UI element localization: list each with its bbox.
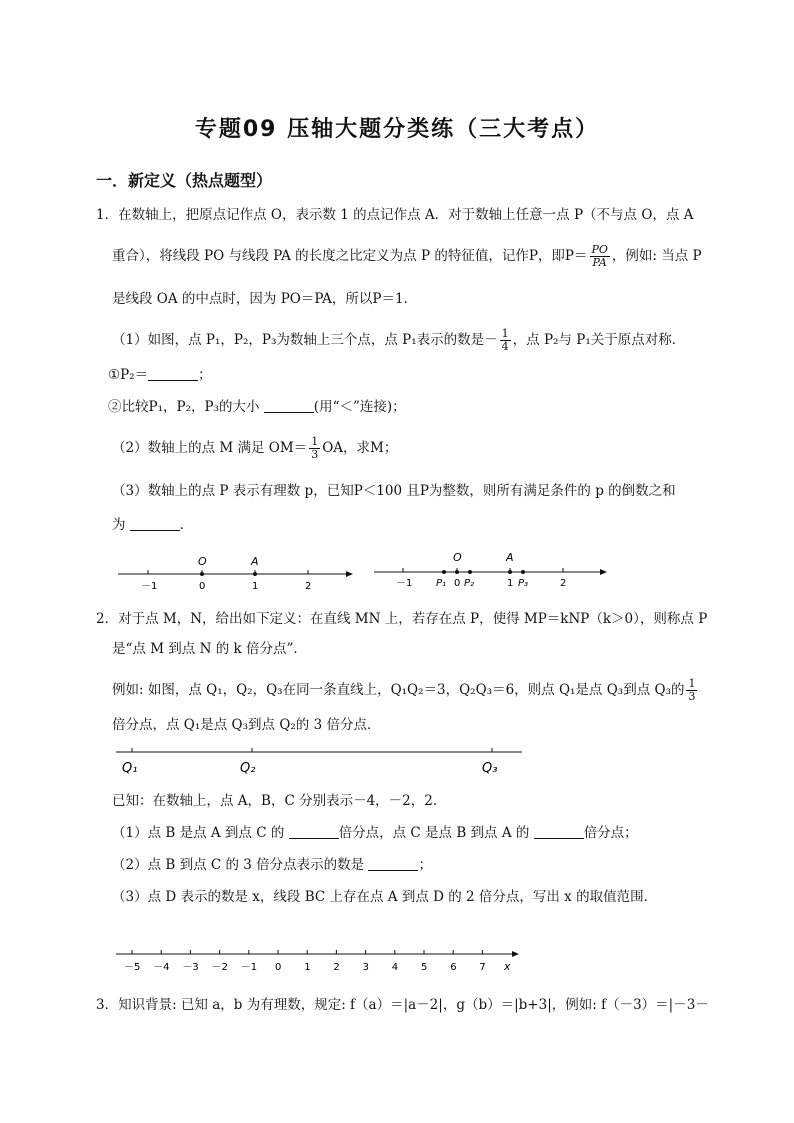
- q2-segment-figure: [112, 744, 532, 778]
- axis-tick-label: 5: [421, 962, 428, 973]
- q1-line-2-text: 重合），将线段 PO 与线段 PA 的长度之比定义为点 P 的特征值，记作P，即P＝: [112, 248, 588, 264]
- axis2-tick: 1: [507, 578, 514, 589]
- axis2-point-p2: P₂: [464, 578, 475, 589]
- axis-tick-label: 1: [304, 962, 311, 973]
- answer-blank[interactable]: [148, 366, 198, 381]
- page-title: 专题09 压轴大题分类练（三大考点）: [194, 117, 600, 142]
- q2-part-3: （3）点 D 表示的数是 x，线段 BC 上存在点 A 到点 D 的 2 倍分点，写出 x 的取值范围．: [112, 889, 658, 905]
- q3-line-1: 3．知识背景: 已知 a，b 为有理数，规定: f（a）＝|a－2|，g（b）＝|b+3|，例如: f（－3）＝|－3－: [96, 997, 709, 1013]
- q-point-label: Q₁: [122, 761, 138, 776]
- axis-tick-label: 3: [362, 962, 369, 973]
- axis1-tick: －1: [141, 581, 158, 592]
- axis-tick-label: －4: [153, 962, 170, 973]
- q2-line-4: 倍分点，点 Q₁是点 Q₃到点 Q₂的 3 倍分点．: [112, 717, 381, 733]
- axis1-label-o: O: [198, 555, 207, 568]
- q2-part-1: （1）点 B 是点 A 到点 C 的 倍分点，点 C 是点 B 到点 A 的 倍分点；: [112, 825, 638, 841]
- q2-fraction-1-3: $\frac{1}{3}$: [688, 677, 696, 703]
- q1-part-3: （3）数轴上的点 P 表示有理数 p，已知P＜100 且P为整数，则所有满足条件的 p 的倒数之和: [112, 483, 676, 499]
- axis2-label-a: A: [506, 551, 514, 564]
- q1-fraction-po-pa: $\frac{PO}{PA}$: [591, 243, 608, 269]
- q1-line-3: 是线段 OA 的中点时，因为 PO＝PA，所以P＝1．: [112, 291, 418, 307]
- axis1-label-a: A: [251, 555, 259, 568]
- answer-blank[interactable]: [534, 824, 584, 839]
- q1-line-1: 1．在数轴上，把原点记作点 O，表示数 1 的点记作点 A．对于数轴上任意一点 P（不与点 O，点 A: [96, 207, 694, 223]
- q1-fraction-1-4: $\frac{1}{4}$: [501, 327, 509, 353]
- q2-line-2: 是“点 M 到点 N 的 k 倍分点”．: [112, 641, 307, 657]
- axis-tick-label: 2: [333, 962, 340, 973]
- q2-number-line: [112, 946, 532, 980]
- q1-number-lines: [110, 548, 610, 594]
- axis-tick-label: 6: [450, 962, 457, 973]
- section-heading: 一．新定义（热点题型）: [96, 171, 273, 190]
- axis2-tick: 0: [454, 578, 461, 589]
- q-point-label: Q₂: [240, 761, 256, 776]
- q1-part-1-ii: ②比较P₁，P₂，P₃的大小 (用“＜”连接)；: [108, 399, 406, 415]
- q1-line-2-end: ，例如: 当点 P: [611, 248, 702, 264]
- q1-part-2: （2）数轴上的点 M 满足 OM＝ $\frac{1}{3}$ OA，求M；: [112, 435, 398, 461]
- axis2-tick: 2: [560, 578, 567, 589]
- answer-blank[interactable]: [130, 516, 180, 531]
- axis2-label-o: O: [453, 551, 462, 564]
- answer-blank[interactable]: [264, 398, 314, 413]
- q1-part-3-end: 为 ．: [112, 517, 194, 533]
- axis2-tick: －1: [396, 578, 413, 589]
- answer-blank[interactable]: [289, 824, 339, 839]
- axis-tick-label: 0: [275, 962, 282, 973]
- axis-variable: x: [504, 960, 511, 973]
- q2-part-2: （2）点 B 到点 C 的 3 倍分点表示的数是 ；: [112, 857, 432, 873]
- q1-fraction-1-3: $\frac{1}{3}$: [311, 435, 319, 461]
- q1-part-1: （1）如图，点 P₁，P₂，P₃为数轴上三个点，点 P₁表示的数是－ $\frac{1}{4}$ ，点 P₂与 P₁关于原点对称．: [112, 327, 686, 353]
- axis-tick-label: 7: [479, 962, 486, 973]
- q1-part-1-i: ①P₂＝ ；: [108, 367, 212, 383]
- q1-line-2: [112, 244, 702, 269]
- axis1-tick: 2: [305, 581, 312, 592]
- q-point-label: Q₃: [482, 761, 498, 776]
- q2-line-1: 2．对于点 M，N，给出如下定义：在直线 MN 上，若存在点 P，使得 MP＝kNP（k＞0），则称点 P: [96, 611, 708, 627]
- axis-tick-label: －3: [182, 962, 199, 973]
- axis1-tick: 0: [199, 581, 206, 592]
- axis1-tick: 1: [252, 581, 259, 592]
- answer-blank[interactable]: [368, 856, 418, 871]
- axis2-point-p3: P₃: [518, 578, 529, 589]
- axis-tick-label: 4: [391, 962, 399, 973]
- q2-given: 已知：在数轴上，点 A，B，C 分别表示－4，－2，2．: [112, 793, 447, 809]
- axis-tick-label: －1: [240, 962, 258, 973]
- axis-tick-label: －2: [211, 962, 228, 973]
- axis2-point-p1: P₁: [436, 578, 447, 589]
- q2-line-3: 例如: 如图，点 Q₁，Q₂，Q₃在同一条直线上，Q₁Q₂＝3，Q₂Q₃＝6，则点 Q₁是点 Q₃到点 Q₃的 $\frac{1}{3}$: [112, 677, 696, 703]
- axis-tick-label: －5: [124, 962, 141, 973]
